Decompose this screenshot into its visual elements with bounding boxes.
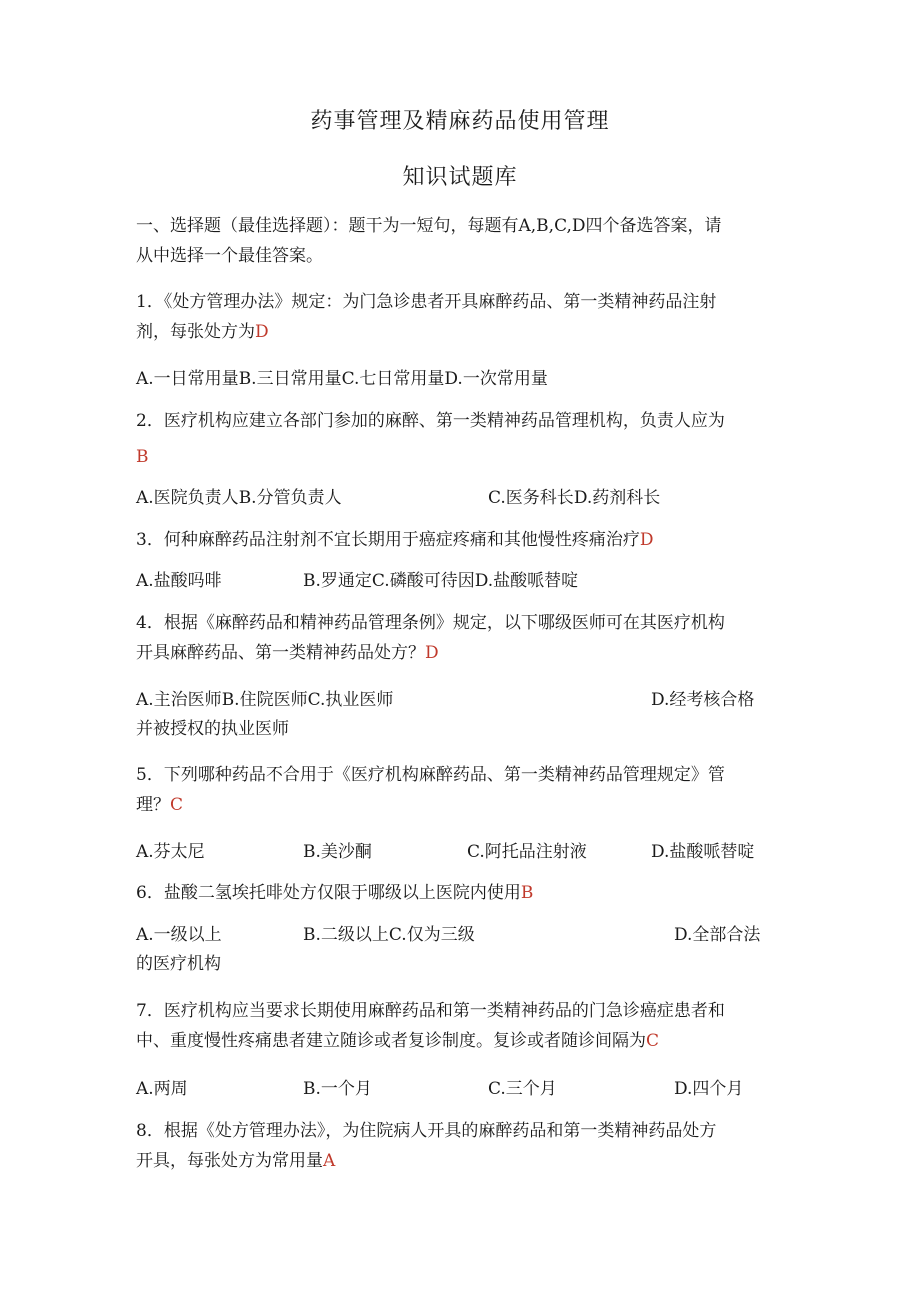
question-8-answer: A [323, 1151, 336, 1171]
option-c: C.执业医师 [307, 690, 394, 710]
question-4-text-cont: 开具麻醉药品、第一类精神药品处方？D [136, 643, 439, 663]
option-d: D.药剂科长 [573, 488, 661, 508]
option-b: B.罗通定 [303, 571, 372, 591]
document-subtitle: 知识试题库 [402, 165, 518, 190]
question-2-options [136, 487, 342, 509]
option-c: C.七日常用量 [341, 369, 445, 389]
question-2-text: 2．医疗机构应建立各部门参加的麻醉、第一类精神药品管理机构，负责人应为 [136, 411, 725, 431]
question-4-answer: D [425, 643, 439, 663]
question-4-options [136, 689, 393, 711]
option-c: C.磷酸可待因 [371, 571, 475, 591]
option-c: C.仅为三级 [388, 925, 475, 945]
question-5-text: 5．下列哪种药品不合用于《医疗机构麻醉药品、第一类精神药品管理规定》管 [136, 765, 725, 785]
question-1-text: 1．《处方管理办法》规定：为门急诊患者开具麻醉药品、第一类精神药品注射 [136, 292, 717, 312]
option-b: B.分管负责人 [238, 488, 342, 508]
option-d-cont: 的医疗机构 [136, 954, 221, 974]
option-a: A.一日常用量 [136, 369, 239, 389]
question-1-answer: D [255, 322, 269, 342]
question-7-answer: C [646, 1031, 660, 1051]
question-6-text: 6．盐酸二氢埃托啡处方仅限于哪级以上医院内使用B [136, 883, 534, 903]
option-d: D.盐酸哌替啶 [474, 571, 579, 591]
option-a: A.两周 [136, 1079, 188, 1099]
option-b: B.二级以上 [303, 925, 389, 945]
option-a: A.一级以上 [136, 925, 222, 945]
option-c: C.三个月 [488, 1079, 557, 1099]
option-d-cont: 并被授权的执业医师 [136, 719, 289, 739]
question-4-text: 4．根据《麻醉药品和精神药品管理条例》规定，以下哪级医师可在其医疗机构 [136, 613, 725, 633]
question-7-text: 7．医疗机构应当要求长期使用麻醉药品和第一类精神药品的门急诊癌症患者和 [136, 1001, 725, 1021]
option-b: B.住院医师 [221, 690, 308, 710]
question-5-text-cont: 理？C [136, 795, 184, 815]
option-d: D.盐酸哌替啶 [651, 842, 755, 862]
section-intro-line2: 从中选择一个最佳答案。 [136, 246, 323, 266]
question-3-answer: D [639, 530, 654, 550]
question-1-text-cont: 剂，每张处方为D [136, 322, 269, 342]
question-8-text: 8．根据《处方管理办法》，为住院病人开具的麻醉药品和第一类精神药品处方 [136, 1121, 717, 1141]
question-3-text: 3．何种麻醉药品注射剂不宜长期用于癌症疼痛和其他慢性疼痛治疗D [136, 530, 654, 550]
document-title: 药事管理及精麻药品使用管理 [310, 109, 610, 134]
option-d: D.一次常用量 [444, 369, 548, 389]
question-7-text-cont: 中、重度慢性疼痛患者建立随诊或者复诊制度。复诊或者随诊间隔为C [136, 1031, 660, 1051]
question-3-options-right [303, 570, 578, 592]
option-b: B.一个月 [303, 1079, 372, 1099]
option-a: A.主治医师 [136, 690, 222, 710]
question-6-options-mid [303, 924, 475, 946]
question-6-answer: B [520, 883, 534, 903]
option-d: D.全部合法 [674, 925, 761, 945]
question-5-answer: C [170, 795, 184, 815]
option-d: D.四个月 [674, 1079, 744, 1099]
option-a: A.盐酸吗啡 [136, 571, 222, 591]
option-a: A.医院负责人 [136, 488, 239, 508]
question-1-options [136, 368, 548, 390]
option-d: D.经考核合格 [651, 690, 755, 710]
option-c: C.阿托品注射液 [467, 842, 587, 862]
question-8-text-cont: 开具，每张处方为常用量A [136, 1151, 336, 1171]
option-b: B.美沙酮 [303, 842, 372, 862]
option-b: B.三日常用量 [238, 369, 342, 389]
section-intro-line1: 一、选择题（最佳选择题）：题干为一短句，每题有A,B,C,D四个备选答案，请 [136, 216, 722, 236]
option-c: C.医务科长 [488, 488, 574, 508]
option-a: A.芬太尼 [136, 842, 205, 862]
question-2-answer: B [136, 447, 149, 467]
question-2-options-right [488, 487, 660, 509]
